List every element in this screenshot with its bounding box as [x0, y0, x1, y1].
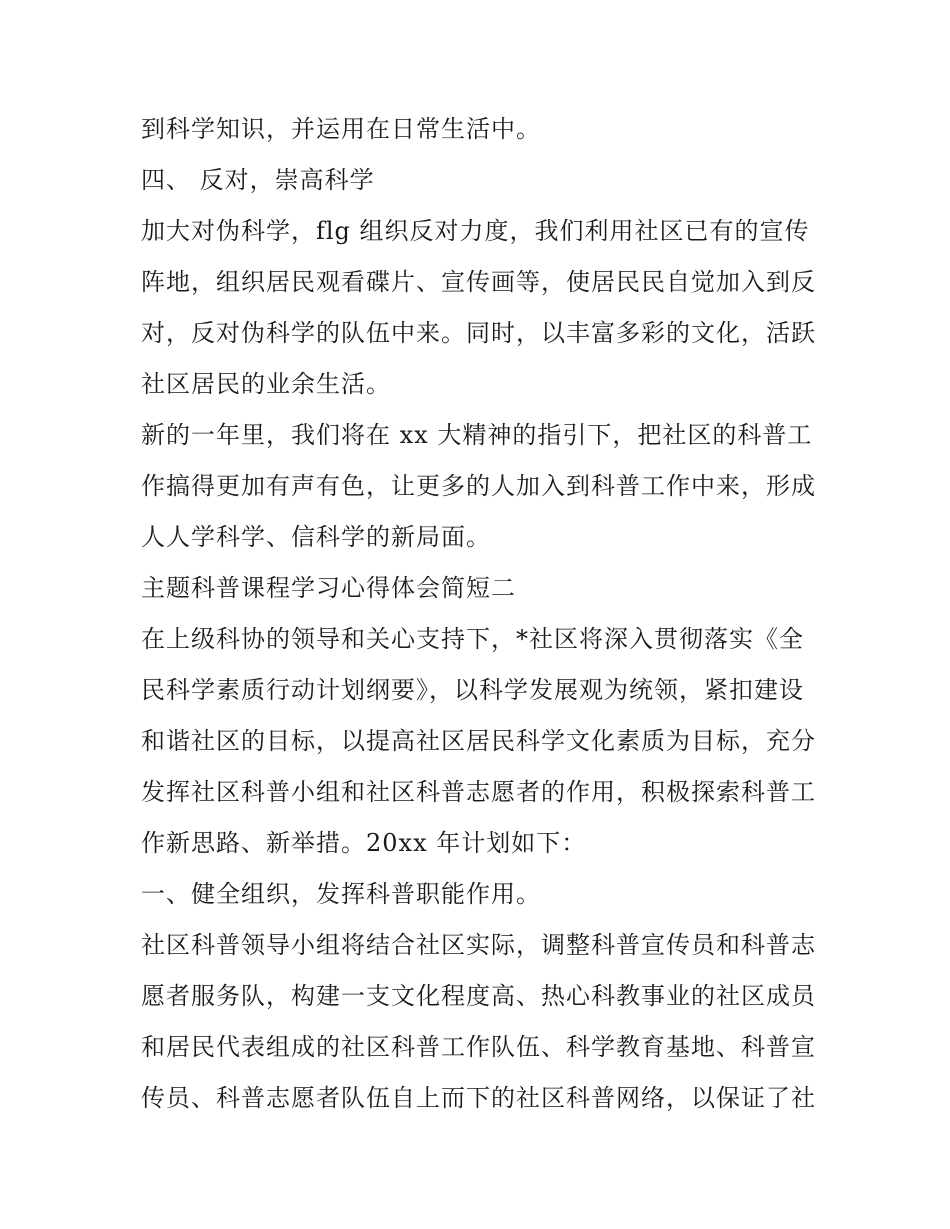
text-line: 对，反对伪科学的队伍中来。同时，以丰富多彩的文化，活跃 [141, 319, 816, 347]
text-line: 阵地，组织居民观看碟片、宣传画等，使居民民自觉加入到反 [141, 268, 816, 296]
text-line: 发挥社区科普小组和社区科普志愿者的作用，积极探索科普工 [141, 778, 816, 806]
text-line: 加大对伪科学，flg 组织反对力度，我们利用社区已有的宣传 [141, 217, 810, 245]
section-heading: 一、健全组织，发挥科普职能作用。 [141, 880, 541, 908]
text-line: 新的一年里，我们将在 xx 大精神的指引下，把社区的科普工 [141, 421, 813, 449]
text-line: 社区居民的业余生活。 [141, 370, 391, 398]
text-line: 到科学知识，并运用在日常生活中。 [141, 115, 541, 143]
text-line: 作搞得更加有声有色，让更多的人加入到科普工作中来，形成 [141, 472, 816, 500]
text-line: 社区科普领导小组将结合社区实际，调整科普宣传员和科普志 [141, 931, 816, 959]
text-line: 作新思路、新举措。20xx 年计划如下： [141, 829, 587, 857]
text-line: 人人学科学、信科学的新局面。 [141, 523, 491, 551]
text-line: 在上级科协的领导和关心支持下，*社区将深入贯彻落实《全 [141, 625, 804, 653]
document-body [141, 104, 831, 1124]
text-line: 民科学素质行动计划纲要》，以科学发展观为统领，紧扣建设 [141, 676, 804, 704]
text-line: 愿者服务队，构建一支文化程度高、热心科教事业的社区成员 [141, 982, 816, 1010]
section-title: 主题科普课程学习心得体会简短二 [141, 574, 516, 602]
section-heading: 四、 反对，崇高科学 [141, 166, 375, 194]
text-line: 和谐社区的目标，以提高社区居民科学文化素质为目标，充分 [141, 727, 816, 755]
text-line: 和居民代表组成的社区科普工作队伍、科学教育基地、科普宣 [141, 1033, 816, 1061]
text-line: 传员、科普志愿者队伍自上而下的社区科普网络，以保证了社 [141, 1084, 816, 1112]
